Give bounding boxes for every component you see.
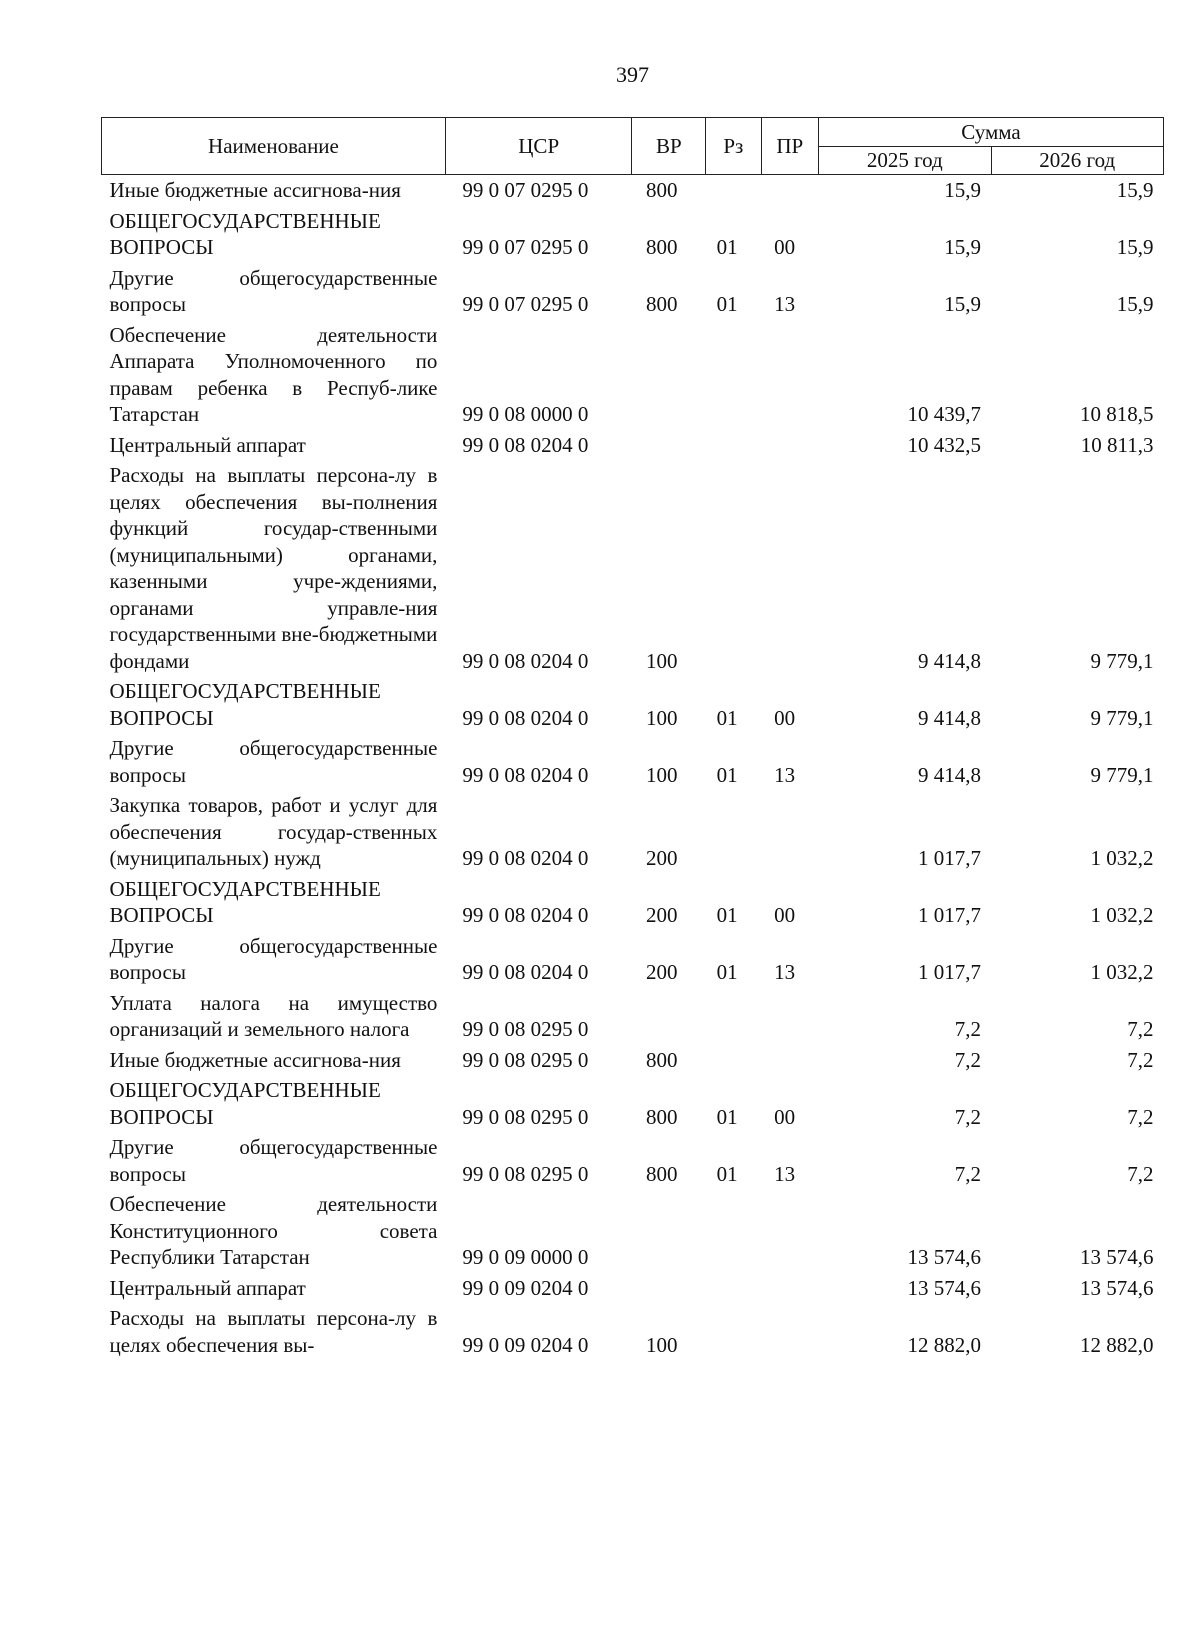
cell-name: Расходы на выплаты персона-лу в целях обеспечения вы- (109, 1306, 438, 1357)
cell-2025: 7,2 (954, 1104, 981, 1129)
cell-pr: 13 (774, 762, 796, 787)
cell-pr (761, 792, 818, 876)
cell-2026: 9 779,1 (1090, 648, 1154, 673)
cell-2025: 1 017,7 (918, 960, 981, 984)
cell-2026: 1 032,2 (1090, 960, 1154, 984)
table-row (102, 876, 1164, 933)
cell-2026: 1 032,2 (1090, 846, 1154, 870)
cell-2026: 9 779,1 (1090, 762, 1154, 787)
header-year-2025: 2025 год (819, 147, 991, 175)
cell-2026: 13 574,6 (1080, 1275, 1154, 1300)
cell-name: Обеспечение деятельности Аппарата Уполномоченного по правам ребенка в Респуб-лике Татарстан (109, 322, 438, 426)
header-pr: ПР (761, 118, 818, 175)
cell-csr: 99 0 08 0000 0 (462, 402, 589, 426)
cell-csr: 99 0 08 0204 0 (462, 903, 589, 927)
cell-vr: 200 (645, 960, 678, 984)
table-row (102, 678, 1164, 735)
cell-name: Уплата налога на имущество организаций и земельного налога (109, 990, 438, 1041)
cell-rz: 01 (716, 1104, 738, 1129)
cell-rz (706, 462, 761, 678)
cell-name: ОБЩЕГОСУДАРСТВЕННЫЕ ВОПРОСЫ (109, 679, 381, 730)
cell-pr (761, 322, 818, 432)
table-row (102, 432, 1164, 463)
cell-name: Другие общегосударственные вопросы (109, 265, 438, 316)
cell-name: Другие общегосударственные вопросы (109, 736, 438, 787)
header-rz: Рз (706, 118, 761, 175)
cell-2025: 7,2 (954, 1161, 981, 1186)
cell-pr (761, 1275, 818, 1306)
cell-2025: 10 432,5 (907, 432, 981, 457)
cell-2025: 13 574,6 (907, 1245, 981, 1269)
cell-vr: 800 (645, 1161, 678, 1186)
cell-csr: 99 0 08 0204 0 (462, 960, 589, 984)
cell-vr (632, 1275, 706, 1306)
cell-rz (706, 175, 761, 208)
cell-name: Расходы на выплаты персона-лу в целях обеспечения вы-полнения функций государ-ственными (муниципальными) органами, казенными учре-ждениями, органами управле-ния государственными вне-бюджетными фондами (109, 463, 438, 673)
header-sum: Сумма (819, 118, 1164, 147)
cell-rz (706, 1275, 761, 1306)
cell-vr: 100 (645, 648, 678, 673)
cell-2025: 13 574,6 (907, 1275, 981, 1300)
table-row (102, 990, 1164, 1047)
cell-name: Центральный аппарат (109, 432, 306, 457)
cell-name: Закупка товаров, работ и услуг для обеспечения государ-ственных (муниципальных) нужд (109, 793, 438, 870)
table-row (102, 1275, 1164, 1306)
cell-pr: 13 (774, 1161, 796, 1186)
cell-2026: 7,2 (1127, 1104, 1154, 1129)
header-year-2026: 2026 год (991, 147, 1164, 175)
cell-2025: 10 439,7 (907, 402, 981, 426)
cell-rz (706, 432, 761, 463)
cell-vr: 800 (645, 178, 678, 202)
cell-2025: 12 882,0 (907, 1332, 981, 1357)
cell-rz: 01 (716, 705, 738, 730)
cell-rz (706, 1305, 761, 1362)
cell-2025: 9 414,8 (918, 705, 981, 730)
header-name: Наименование (102, 118, 446, 175)
cell-csr: 99 0 08 0295 0 (462, 1047, 589, 1072)
cell-2026: 15,9 (1116, 178, 1154, 202)
cell-vr: 100 (645, 1332, 678, 1357)
table-body (102, 175, 1164, 1363)
cell-vr: 100 (645, 762, 678, 787)
table-row (102, 1191, 1164, 1275)
cell-pr: 13 (774, 292, 796, 316)
cell-name: ОБЩЕГОСУДАРСТВЕННЫЕ ВОПРОСЫ (109, 208, 381, 259)
cell-2026: 12 882,0 (1080, 1332, 1154, 1357)
cell-rz: 01 (716, 903, 738, 927)
table-row (102, 265, 1164, 322)
cell-rz (706, 322, 761, 432)
cell-2026: 1 032,2 (1090, 903, 1154, 927)
table-row (102, 175, 1164, 208)
cell-name: Иные бюджетные ассигнова-ния (109, 178, 401, 202)
cell-2025: 7,2 (954, 1017, 981, 1041)
cell-2025: 9 414,8 (918, 762, 981, 787)
cell-2025: 15,9 (944, 292, 981, 316)
cell-rz (706, 1047, 761, 1078)
cell-rz (706, 1191, 761, 1275)
cell-name: Иные бюджетные ассигнова-ния (109, 1047, 401, 1072)
cell-vr: 800 (645, 1047, 678, 1072)
cell-2025: 15,9 (944, 235, 981, 259)
cell-csr: 99 0 09 0000 0 (462, 1245, 589, 1269)
cell-rz (706, 990, 761, 1047)
cell-rz (706, 792, 761, 876)
cell-pr (761, 175, 818, 208)
cell-csr: 99 0 09 0204 0 (462, 1332, 589, 1357)
cell-vr: 200 (645, 846, 678, 870)
cell-2025: 7,2 (954, 1047, 981, 1072)
cell-2026: 10 818,5 (1080, 402, 1154, 426)
cell-csr: 99 0 09 0204 0 (462, 1275, 589, 1300)
cell-2026: 7,2 (1127, 1161, 1154, 1186)
cell-name: Другие общегосударственные вопросы (109, 1135, 438, 1186)
cell-csr: 99 0 08 0204 0 (462, 762, 589, 787)
cell-csr: 99 0 08 0204 0 (462, 705, 589, 730)
cell-pr (761, 1305, 818, 1362)
cell-vr (632, 1191, 706, 1275)
table-row (102, 1134, 1164, 1191)
cell-csr: 99 0 08 0204 0 (462, 432, 589, 457)
cell-2026: 15,9 (1116, 292, 1154, 316)
cell-name: ОБЩЕГОСУДАРСТВЕННЫЕ ВОПРОСЫ (109, 876, 381, 927)
cell-pr (761, 990, 818, 1047)
cell-pr: 00 (774, 705, 796, 730)
cell-vr: 100 (645, 705, 678, 730)
cell-pr: 00 (774, 235, 796, 259)
cell-pr (761, 1047, 818, 1078)
cell-vr: 800 (645, 1104, 678, 1129)
cell-rz: 01 (716, 292, 738, 316)
cell-pr (761, 1191, 818, 1275)
cell-2026: 15,9 (1116, 235, 1154, 259)
cell-csr: 99 0 07 0295 0 (462, 178, 589, 202)
cell-2026: 13 574,6 (1080, 1245, 1154, 1269)
cell-rz: 01 (716, 1161, 738, 1186)
cell-vr (632, 322, 706, 432)
cell-rz: 01 (716, 960, 738, 984)
table-row (102, 735, 1164, 792)
cell-2026: 10 811,3 (1080, 432, 1154, 457)
cell-vr: 800 (645, 292, 678, 316)
budget-table (101, 117, 1164, 1362)
table-row (102, 792, 1164, 876)
cell-csr: 99 0 07 0295 0 (462, 292, 589, 316)
cell-csr: 99 0 08 0295 0 (462, 1104, 589, 1129)
cell-csr: 99 0 08 0204 0 (462, 648, 589, 673)
cell-pr: 13 (774, 960, 796, 984)
cell-2025: 1 017,7 (918, 903, 981, 927)
table-row (102, 322, 1164, 432)
header-csr: ЦСР (445, 118, 632, 175)
cell-csr: 99 0 08 0295 0 (462, 1017, 589, 1041)
cell-rz: 01 (716, 235, 738, 259)
table-row (102, 933, 1164, 990)
cell-csr: 99 0 08 0295 0 (462, 1161, 589, 1186)
cell-vr: 800 (645, 235, 678, 259)
table-row (102, 1047, 1164, 1078)
table-row (102, 1305, 1164, 1362)
table-row (102, 462, 1164, 678)
cell-2026: 7,2 (1127, 1017, 1154, 1041)
cell-vr (632, 432, 706, 463)
page-number: 397 (616, 62, 649, 87)
header-vr: ВР (632, 118, 706, 175)
table-row (102, 208, 1164, 265)
cell-2025: 9 414,8 (918, 648, 981, 673)
cell-vr (632, 990, 706, 1047)
cell-csr: 99 0 08 0204 0 (462, 846, 589, 870)
cell-2026: 7,2 (1127, 1047, 1154, 1072)
cell-name: Центральный аппарат (109, 1275, 306, 1300)
cell-2026: 9 779,1 (1090, 705, 1154, 730)
cell-pr: 00 (774, 1104, 796, 1129)
cell-name: Другие общегосударственные вопросы (109, 933, 438, 984)
table-row (102, 1077, 1164, 1134)
cell-name: ОБЩЕГОСУДАРСТВЕННЫЕ ВОПРОСЫ (109, 1078, 381, 1129)
cell-name: Обеспечение деятельности Конституционного совета Республики Татарстан (109, 1192, 438, 1269)
cell-2025: 1 017,7 (918, 846, 981, 870)
cell-csr: 99 0 07 0295 0 (462, 235, 589, 259)
cell-pr: 00 (774, 903, 796, 927)
cell-pr (761, 462, 818, 678)
table-header (102, 118, 1164, 175)
cell-pr (761, 432, 818, 463)
cell-2025: 15,9 (944, 178, 981, 202)
cell-rz: 01 (716, 762, 738, 787)
cell-vr: 200 (645, 903, 678, 927)
